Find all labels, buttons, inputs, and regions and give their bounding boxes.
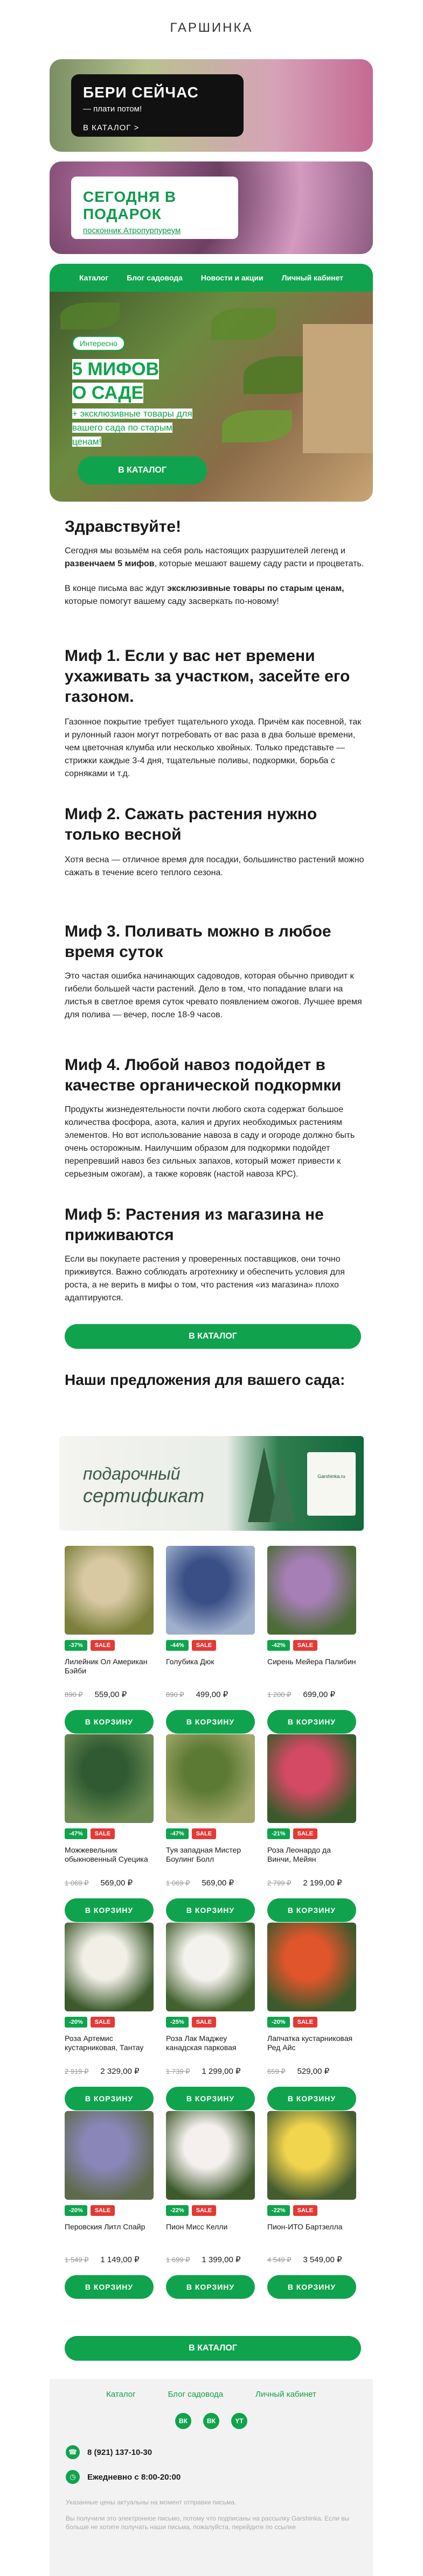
product-card[interactable]	[267, 1923, 356, 2110]
product-name[interactable]: Туя западная Мистер Боулинг Болл	[166, 1846, 241, 1863]
current-price: 499,00 ₽	[196, 1690, 228, 1699]
discount-badge: -21%	[267, 1828, 290, 1839]
product-card[interactable]	[166, 1546, 255, 1734]
discount-badge: -47%	[166, 1828, 189, 1839]
banner-buy-now-title: БЕРИ СЕЙЧАС	[83, 84, 199, 101]
vk-icon[interactable]: ВК	[203, 2413, 219, 2429]
hero-banner	[50, 292, 373, 502]
banner-gift-subtitle[interactable]: посконник Атропурпуреум	[83, 226, 181, 235]
greeting: Здравствуйте!	[65, 518, 182, 536]
intro-paragraph-1: Сегодня мы возьмём на себя роль настоящих разрушителей легенд и развенчаем 5 мифов, которые мешают вашему саду расти и процветать.	[65, 546, 364, 568]
myth-text: Хотя весна — отличное время для посадки, большинство растений можно сажать в течение всего теплого сезона.	[65, 855, 364, 877]
product-card[interactable]	[65, 1734, 154, 1922]
add-to-cart-button[interactable]: В КОРЗИНУ	[267, 2275, 356, 2299]
banner-buy-now[interactable]	[50, 59, 373, 152]
intro-section	[65, 518, 366, 608]
product-image[interactable]	[267, 2111, 356, 2200]
product-image[interactable]	[65, 1546, 154, 1635]
add-to-cart-button[interactable]: В КОРЗИНУ	[267, 2087, 356, 2110]
gift-line2: сертификат	[83, 1484, 205, 1507]
discount-badge: -20%	[65, 2205, 87, 2216]
current-price: 2 199,00 ₽	[303, 1878, 342, 1888]
product-badges	[65, 1640, 154, 1651]
product-card[interactable]	[267, 2111, 356, 2299]
product-image[interactable]	[267, 1734, 356, 1823]
banner-gift-title: СЕГОДНЯ В ПОДАРОК	[83, 188, 177, 222]
leaf-decoration	[60, 302, 120, 329]
sale-badge: SALE	[293, 1828, 317, 1839]
old-price: 890 ₽	[65, 1691, 83, 1699]
product-badges	[65, 2017, 154, 2028]
footer-nav-account[interactable]: Личный кабинет	[255, 2390, 316, 2399]
sale-badge: SALE	[192, 2205, 216, 2216]
product-price-row	[267, 1878, 356, 1888]
product-name[interactable]: Лапчатка кустарниковая Ред Айс	[267, 2034, 353, 2052]
social-links	[50, 2413, 373, 2429]
hero-text	[72, 336, 199, 460]
myth-2	[65, 804, 366, 879]
footer-note-prices: Указанные цены актуальны на момент отправки письма.	[66, 2498, 237, 2506]
paper-bag	[303, 324, 373, 453]
product-price-row	[65, 2255, 154, 2264]
add-to-cart-button[interactable]: В КОРЗИНУ	[267, 1898, 356, 1922]
product-price-row	[166, 1690, 255, 1699]
footer-phone-row	[66, 2445, 373, 2459]
old-price: 2 799 ₽	[267, 1879, 292, 1887]
old-price: 1 200 ₽	[267, 1691, 292, 1699]
product-price-row	[166, 2066, 255, 2076]
footer-nav-blog[interactable]: Блог садовода	[168, 2390, 224, 2399]
vk-icon[interactable]: ВК	[175, 2413, 191, 2429]
product-name[interactable]: Пион Мисс Келли	[166, 2222, 228, 2231]
product-card[interactable]	[267, 1734, 356, 1922]
product-image[interactable]	[267, 1546, 356, 1635]
product-image[interactable]	[65, 2111, 154, 2200]
product-name[interactable]: Можжевельник обыкновенный Суецика	[65, 1846, 148, 1863]
product-price-row	[166, 2255, 255, 2264]
catalog-button-mid[interactable]: В КАТАЛОГ	[65, 1324, 361, 1349]
discount-badge: -37%	[65, 1640, 87, 1651]
product-badges	[166, 2205, 255, 2216]
clock-icon: ◷	[66, 2470, 80, 2484]
discount-badge: -42%	[267, 1640, 290, 1651]
product-price-row	[267, 2066, 356, 2076]
hero-label: Интересно	[72, 336, 125, 351]
sale-badge: SALE	[91, 2017, 115, 2028]
myth-1	[65, 646, 366, 780]
myth-text: Продукты жизнедеятельности почти любого скота содержат большое количества фосфора, азота, калия и других необходимых растениям элементов. Но вот использование навоза в саду и огороде должно быть очень осторожным. Наилучшим образом для подкормки подойдет перепревший навоз без сильных запахов, который может привести к серьезным ожогам), а также коровяк (настой навоза КРС).	[65, 1105, 355, 1179]
sale-badge: SALE	[192, 2017, 216, 2028]
product-name[interactable]: Пион-ИТО Бартзелла	[267, 2222, 343, 2231]
product-badges	[166, 2017, 255, 2028]
product-card[interactable]	[65, 1923, 154, 2110]
product-image[interactable]	[166, 1546, 255, 1635]
product-image[interactable]	[267, 1923, 356, 2011]
add-to-cart-button[interactable]: В КОРЗИНУ	[65, 2275, 154, 2299]
product-badges	[166, 1828, 255, 1839]
old-price: 890 ₽	[166, 1691, 184, 1699]
add-to-cart-button[interactable]: В КОРЗИНУ	[65, 1710, 154, 1734]
sale-badge: SALE	[91, 2205, 115, 2216]
myth-title: Миф 3. Поливать можно в любое время суток	[65, 923, 331, 961]
nav-catalog[interactable]: Каталог	[79, 273, 109, 282]
product-image[interactable]	[166, 1923, 255, 2011]
myth-title: Миф 1. Если у вас нет времени ухаживать за участком, засейте его газоном.	[65, 647, 350, 706]
hero-subtitle: + эксклюзивные товары для вашего сада по старым ценам!	[72, 409, 192, 447]
product-name[interactable]: Роза Леонардо да Винчи, Мейян	[267, 1846, 331, 1863]
old-price: 1 699 ₽	[166, 2256, 190, 2264]
gift-certificate-banner[interactable]	[59, 1436, 364, 1531]
old-price: 1 069 ₽	[166, 1879, 190, 1887]
old-price: 1 069 ₽	[65, 1879, 89, 1887]
tree-decoration	[269, 1458, 295, 1522]
product-name[interactable]: Перовския Литл Спайр	[65, 2222, 145, 2231]
product-image[interactable]	[166, 2111, 255, 2200]
hero-title-line1: 5 МИФОВ	[72, 359, 160, 379]
discount-badge: -47%	[65, 1828, 87, 1839]
banner-buy-now-card	[71, 74, 244, 137]
product-price-row	[65, 1690, 154, 1699]
current-price: 2 329,00 ₽	[100, 2067, 140, 2076]
discount-badge: -44%	[166, 1640, 189, 1651]
youtube-icon[interactable]: YT	[231, 2413, 247, 2429]
footer-nav-catalog[interactable]: Каталог	[106, 2390, 136, 2399]
myth-title: Миф 5: Растения из магазина не приживаются	[65, 1206, 324, 1244]
product-name[interactable]: Роза Лак Маджеу канадская парковая	[166, 2034, 237, 2052]
product-price-row	[65, 1878, 154, 1888]
product-badges	[65, 2205, 154, 2216]
add-to-cart-button[interactable]: В КОРЗИНУ	[166, 2087, 255, 2110]
gift-line1: подарочный	[83, 1464, 181, 1483]
discount-badge: -22%	[267, 2205, 290, 2216]
footer-nav	[50, 2390, 373, 2399]
myth-title: Миф 2. Сажать растения нужно только весной	[65, 805, 317, 843]
old-price: 1 549 ₽	[65, 2256, 89, 2264]
myth-text: Газонное покрытие требует тщательного ухода. Причём как посевной, так и рулонный газон могут потребовать от вас раза в два больше времени, чем цветочная клумба или несколько хвойных. Только представьте — стрижки каждые 3-4 дня, тщательные поливы, подкормки, борьба с сорняками и т.д.	[65, 717, 362, 778]
top-nav	[50, 264, 373, 292]
intro-paragraph-2: В конце письма вас ждут эксклюзивные товары по старым ценам, которые помогут вашему саду засверкать по-новому!	[65, 584, 344, 606]
product-name[interactable]: Роза Артемис кустарниковая, Тантау	[65, 2034, 144, 2052]
discount-badge: -20%	[65, 2017, 87, 2028]
add-to-cart-button[interactable]: В КОРЗИНУ	[267, 1710, 356, 1734]
product-image[interactable]	[166, 1734, 255, 1823]
discount-badge: -20%	[267, 2017, 290, 2028]
product-badges	[267, 2205, 356, 2216]
product-price-row	[166, 1878, 255, 1888]
product-badges	[166, 1640, 255, 1651]
current-price: 3 549,00 ₽	[303, 2255, 342, 2264]
old-price: 1 739 ₽	[166, 2067, 190, 2075]
discount-badge: -22%	[166, 2205, 189, 2216]
product-card[interactable]	[166, 1923, 255, 2110]
old-price: 4 549 ₽	[267, 2256, 292, 2264]
add-to-cart-button[interactable]: В КОРЗИНУ	[166, 1710, 255, 1734]
footer-hours: Ежедневно с 8:00-20:00	[87, 2472, 181, 2482]
product-card[interactable]	[166, 2111, 255, 2299]
brand-logo[interactable]: ГАРШИНКА	[170, 20, 253, 35]
myth-5	[65, 1205, 366, 1305]
product-card[interactable]	[166, 1734, 255, 1922]
banner-buy-now-link[interactable]: В КАТАЛОГ >	[83, 123, 140, 132]
myth-4	[65, 1055, 366, 1181]
product-image[interactable]	[65, 1923, 154, 2011]
product-price-row	[267, 1690, 356, 1699]
leaf-decoration	[222, 410, 292, 442]
sale-badge: SALE	[91, 1828, 115, 1839]
product-price-row	[267, 2255, 356, 2264]
current-price: 529,00 ₽	[297, 2067, 330, 2076]
sale-badge: SALE	[293, 1640, 317, 1651]
current-price: 559,00 ₽	[94, 1690, 127, 1699]
phone-icon: ☎	[66, 2445, 80, 2459]
sale-badge: SALE	[91, 1640, 115, 1651]
sale-badge: SALE	[293, 2017, 317, 2028]
old-price: 659 ₽	[267, 2067, 286, 2075]
offers-heading	[65, 1370, 366, 1390]
myth-title: Миф 4. Любой навоз подойдет в качестве органической подкормки	[65, 1056, 342, 1094]
product-name[interactable]: Сирень Мейера Палибин	[267, 1657, 356, 1666]
gift-tag: Garshinka.ru	[307, 1452, 356, 1516]
old-price: 2 919 ₽	[65, 2067, 89, 2075]
offers-title: Наши предложения для вашего сада:	[65, 1371, 345, 1388]
banner-gift-today[interactable]	[50, 161, 373, 254]
product-card[interactable]	[267, 1546, 356, 1734]
current-price: 1 149,00 ₽	[100, 2255, 140, 2264]
current-price: 569,00 ₽	[100, 1878, 133, 1888]
footer-note-unsubscribe: Вы получили это электронное письмо, потому что подписаны на рассылку Garshinka. Если вы больше не хотите получать наши письма, пожалуйста, перейдите по ссылке	[66, 2515, 350, 2531]
leaf-decoration	[211, 308, 276, 340]
banner-buy-now-subtitle: — плати потом!	[83, 104, 142, 114]
banner-gift-card	[71, 177, 238, 239]
product-card[interactable]	[65, 2111, 154, 2299]
current-price: 1 399,00 ₽	[202, 2255, 241, 2264]
nav-account[interactable]: Личный кабинет	[281, 273, 344, 282]
discount-badge: -25%	[166, 2017, 189, 2028]
catalog-button-bottom[interactable]: В КАТАЛОГ	[65, 2336, 361, 2361]
product-badges	[267, 1828, 356, 1839]
add-to-cart-button[interactable]: В КОРЗИНУ	[65, 2087, 154, 2110]
current-price: 569,00 ₽	[202, 1878, 234, 1888]
product-price-row	[65, 2066, 154, 2076]
add-to-cart-button[interactable]: В КОРЗИНУ	[166, 1898, 255, 1922]
footer-phone[interactable]: 8 (921) 137-10-30	[87, 2447, 152, 2457]
nav-news[interactable]: Новости и акции	[200, 273, 263, 282]
sale-badge: SALE	[192, 1640, 216, 1651]
add-to-cart-button[interactable]: В КОРЗИНУ	[65, 1898, 154, 1922]
current-price: 1 299,00 ₽	[202, 2067, 241, 2076]
product-badges	[65, 1828, 154, 1839]
sale-badge: SALE	[293, 2205, 317, 2216]
myth-text: Если вы покупаете растения у проверенных поставщиков, они точно приживутся. Важно соблюдать агротехнику и обеспечить условия для роста, а не верить в мифы о том, что растения «из магазина» плохо адаптируются.	[65, 1255, 345, 1303]
myth-text: Это частая ошибка начинающих садоводов, которая обычно приводит к гибели большей части растений. Дело в том, что попадание влаги на листья в светлое время суток чревато появлением ожогов. Лучшее время для полива — вечер, после 18-9 часов.	[65, 972, 362, 1019]
product-card[interactable]	[65, 1546, 154, 1734]
nav-blog[interactable]: Блог садовода	[127, 273, 183, 282]
myth-3	[65, 921, 366, 1022]
sale-badge: SALE	[192, 1828, 216, 1839]
hero-title-line2: О САДЕ	[72, 383, 144, 403]
product-badges	[267, 2017, 356, 2028]
product-name[interactable]: Голубика Дюк	[166, 1657, 214, 1666]
footer	[50, 2379, 373, 2576]
current-price: 699,00 ₽	[303, 1690, 336, 1699]
product-name[interactable]: Лилейник Ол Американ Бэйби	[65, 1657, 148, 1675]
product-badges	[267, 1640, 356, 1651]
add-to-cart-button[interactable]: В КОРЗИНУ	[166, 2275, 255, 2299]
product-image[interactable]	[65, 1734, 154, 1823]
footer-hours-row	[66, 2470, 373, 2484]
hero-catalog-button[interactable]: В КАТАЛОГ	[78, 456, 207, 484]
